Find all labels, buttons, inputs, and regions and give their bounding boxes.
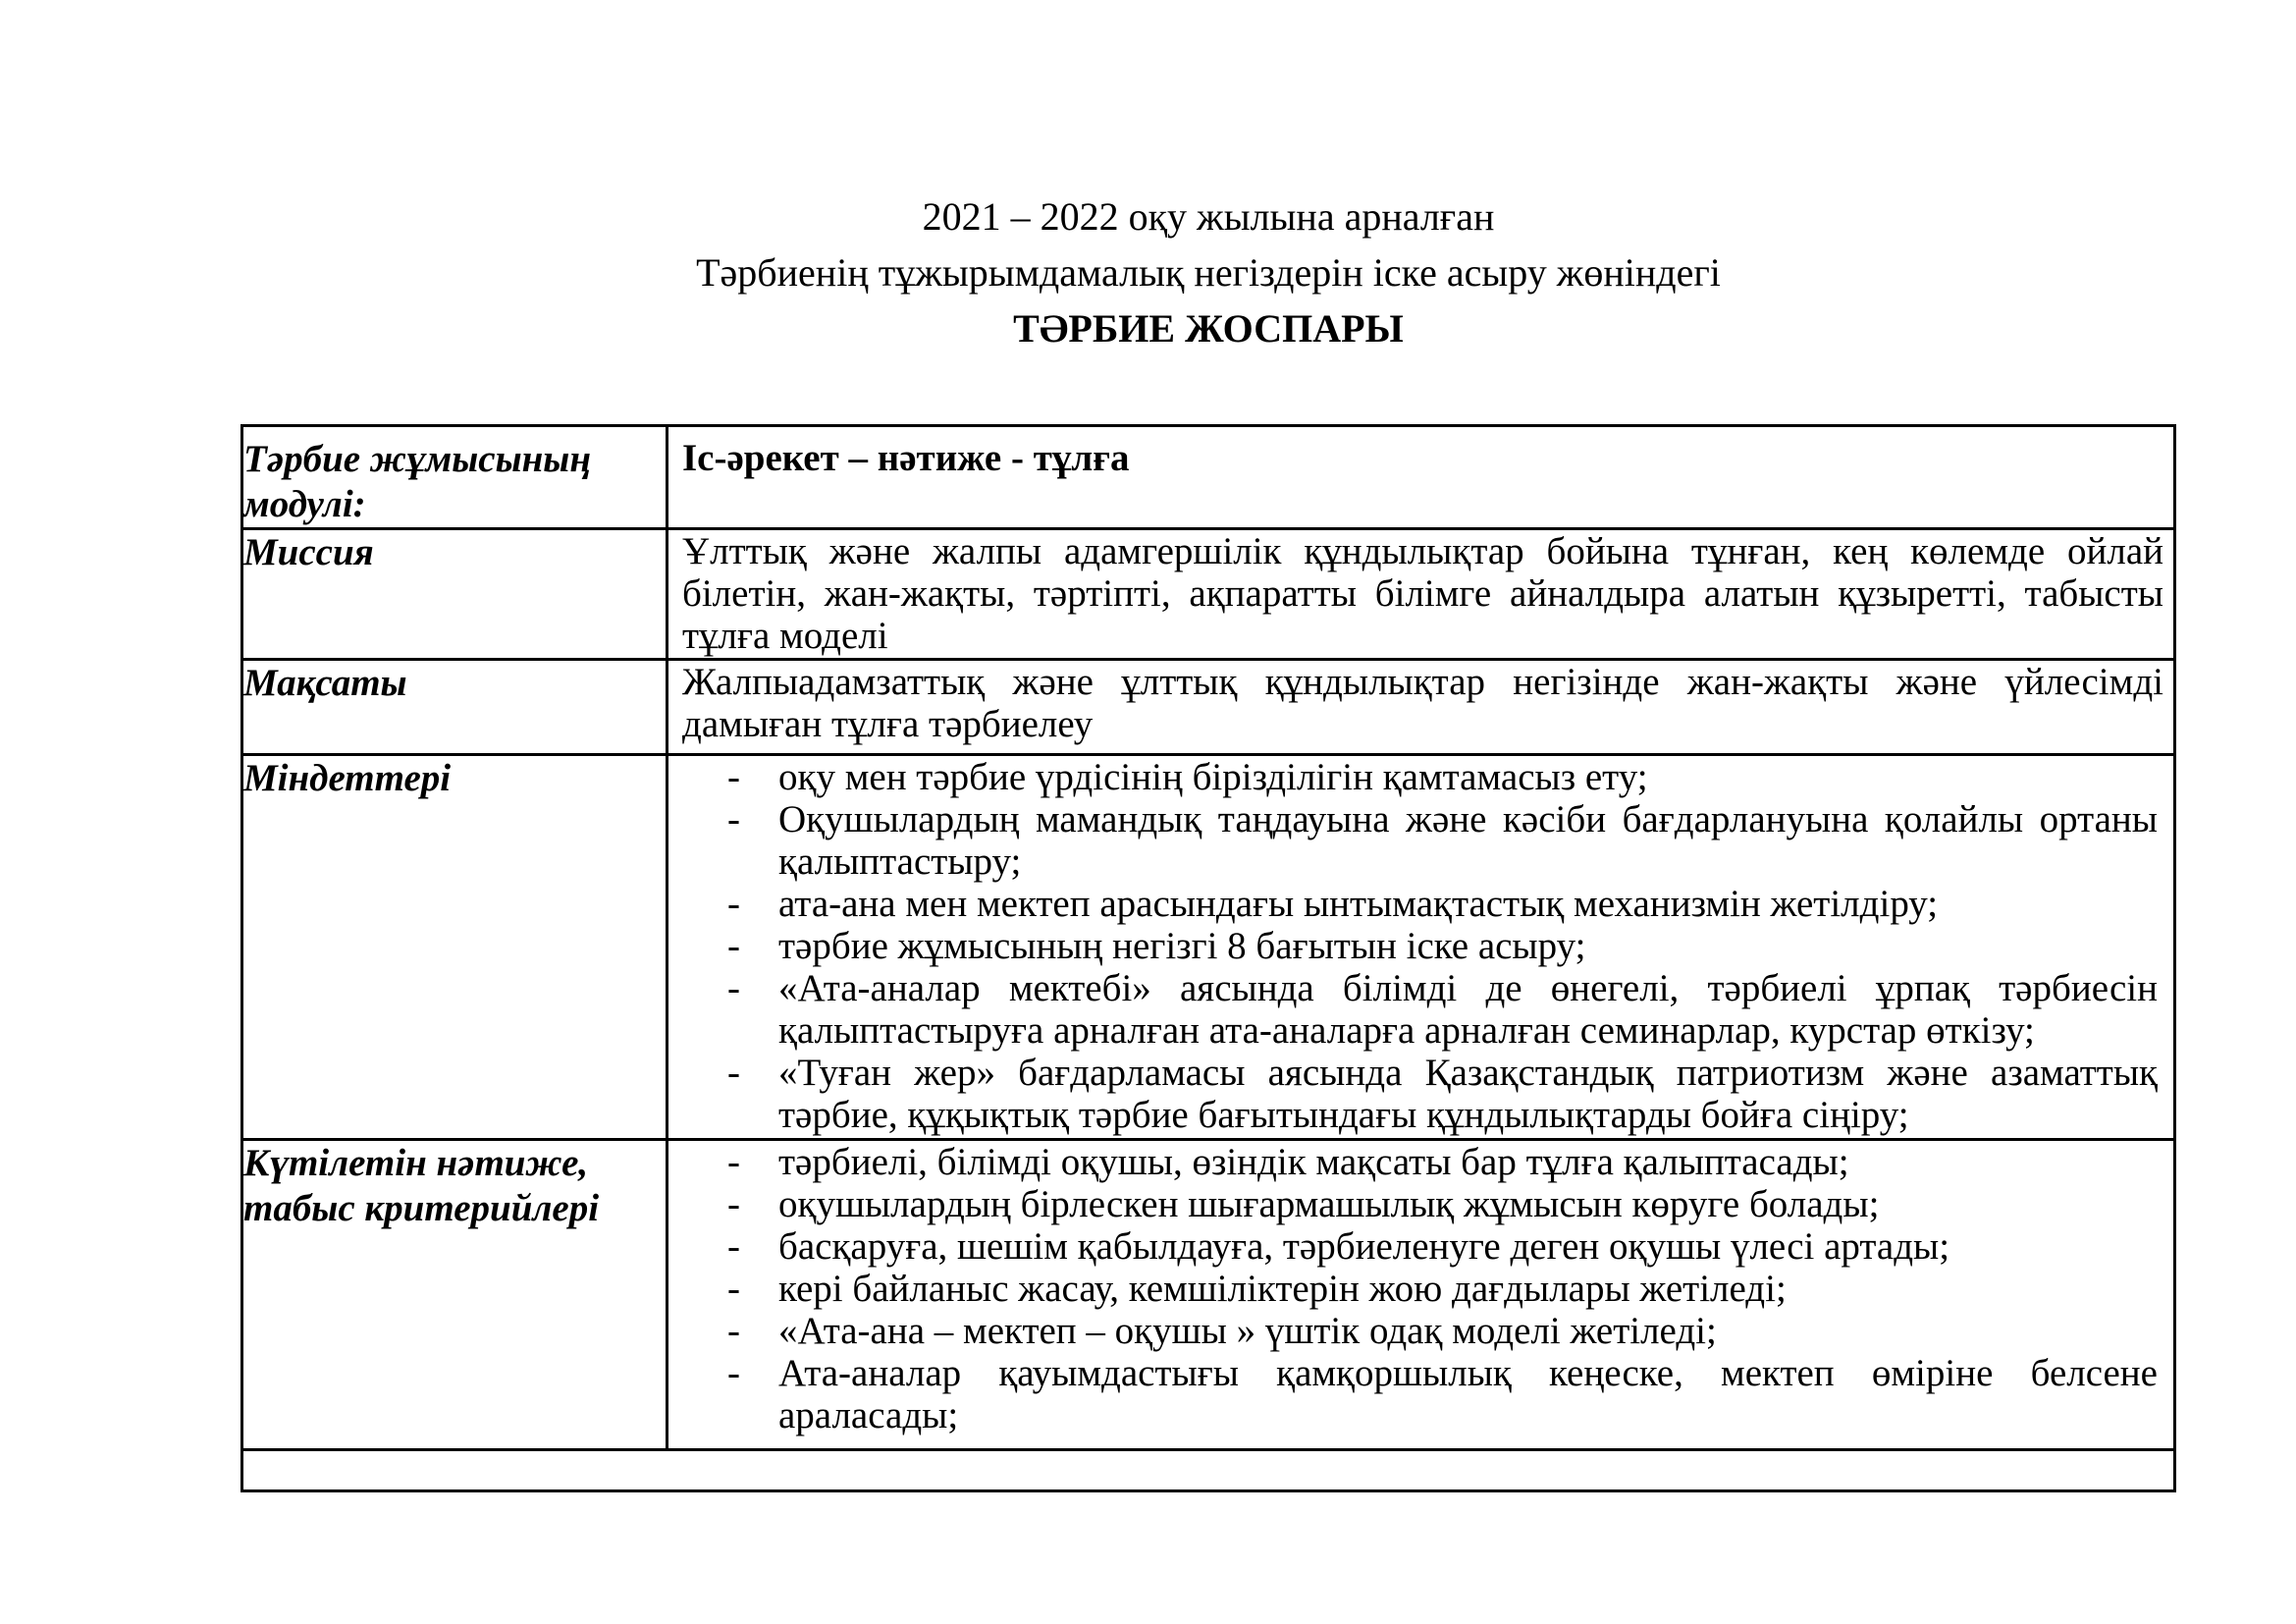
table-row-expected-results <box>242 1140 2175 1450</box>
list-dash-marker: - <box>727 1052 740 1094</box>
module-header-value: Іс-әрекет – нәтиже - тұлға <box>682 437 1130 479</box>
list-item-text: Ата-аналар қауымдастығы қамқоршылық кеңеске, мектеп өміріне белсене араласады; <box>778 1352 2158 1436</box>
list-item <box>668 798 2173 883</box>
list-dash-marker: - <box>727 1183 740 1225</box>
tasks-label-cell: Міндеттері <box>242 755 667 1140</box>
list-dash-marker: - <box>727 1268 740 1310</box>
expected-results-list-cell <box>667 1140 2175 1450</box>
list-item <box>668 1268 2173 1310</box>
list-dash-marker: - <box>727 925 740 967</box>
list-item-text: тәрбиелі, білімді оқушы, өзіндік мақсаты бар тұлға қалыптасады; <box>778 1141 1849 1183</box>
empty-row-cell <box>242 1450 2175 1491</box>
list-item-text: басқаруға, шешім қабылдауға, тәрбиеленуге деген оқушы үлесі артады; <box>778 1225 1950 1268</box>
list-item-text: Оқушылардың мамандық таңдауына және кәсіби бағдарлануына қолайлы ортаны қалыптастыру; <box>778 798 2158 883</box>
table-row-tasks <box>242 755 2175 1140</box>
list-dash-marker: - <box>727 798 740 840</box>
list-dash-marker: - <box>727 756 740 798</box>
title-subtitle-line: Тәрбиенің тұжырымдамалық негіздерін іске асыру жөніндегі <box>696 250 1721 295</box>
list-dash-marker: - <box>727 1310 740 1352</box>
list-item-text: тәрбие жұмысының негізгі 8 бағытын іске асыру; <box>778 925 1586 967</box>
document-title-block <box>240 189 2176 356</box>
mission-text: Ұлттық және жалпы адамгершілік құндылықтар бойына тұнған, кең көлемде ойлай білетін, жан-жақты, тәртіпті, ақпаратты білімге айналдыра алатын құзыретті, табысты тұлға моделі <box>682 530 2163 657</box>
list-item-text: «Туған жер» бағдарламасы аясында Қазақстандық патриотизм және азаматтық тәрбие, құқықтық тәрбие бағытындағы құндылықтарды бойға сіңіру; <box>778 1052 2158 1136</box>
table-row-mission <box>242 529 2175 660</box>
list-item <box>668 1183 2173 1225</box>
list-item-text: оқу мен тәрбие үрдісінің бірізділігін қамтамасыз ету; <box>778 756 1648 798</box>
table-row-empty <box>242 1450 2175 1491</box>
list-item <box>668 967 2173 1052</box>
list-dash-marker: - <box>727 967 740 1009</box>
table-row-goal <box>242 660 2175 755</box>
list-item-text: ата-ана мен мектеп арасындағы ынтымақтастық механизмін жетілдіру; <box>778 883 1939 925</box>
list-item <box>668 756 2173 798</box>
list-item-text: «Ата-аналар мектебі» аясында білімді де өнегелі, тәрбиелі ұрпақ тәрбиесін қалыптастыруға арналған ата-аналарға арналған семинарлар, курстар өткізу; <box>778 967 2158 1052</box>
goal-text: Жалпыадамзаттық және ұлттық құндылықтар негізінде жан-жақты және үйлесімді дамыған тұлға тәрбиелеу <box>682 661 2163 745</box>
list-item-text: кері байланыс жасау, кемшіліктерін жою дағдылары жетіледі; <box>778 1268 1787 1310</box>
title-year-line: 2021 – 2022 оқу жылына арналған <box>922 194 1495 239</box>
list-item-text: «Ата-ана – мектеп – оқушы » үштік одақ моделі жетіледі; <box>778 1310 1717 1352</box>
table-row-module-header <box>242 426 2175 529</box>
tasks-list-cell <box>667 755 2175 1140</box>
module-header-label-cell: Тәрбие жұмысының модулі: <box>242 426 667 529</box>
list-dash-marker: - <box>727 1225 740 1268</box>
goal-label-cell: Мақсаты <box>242 660 667 755</box>
list-item <box>668 925 2173 967</box>
list-item <box>668 1310 2173 1352</box>
list-item <box>668 1052 2173 1136</box>
list-dash-marker: - <box>727 1141 740 1183</box>
list-dash-marker: - <box>727 883 740 925</box>
list-item-text: оқушылардың бірлескен шығармашылық жұмысын көруге болады; <box>778 1183 1880 1225</box>
list-item <box>668 1141 2173 1183</box>
list-dash-marker: - <box>727 1352 740 1394</box>
mission-label-cell: Миссия <box>242 529 667 660</box>
title-main-line: ТӘРБИЕ ЖОСПАРЫ <box>1013 306 1404 351</box>
expected-results-label-cell: Күтілетін нәтиже, табыс критерийлері <box>242 1140 667 1450</box>
list-item <box>668 883 2173 925</box>
plan-table <box>240 424 2176 1492</box>
list-item <box>668 1225 2173 1268</box>
list-item <box>668 1352 2173 1436</box>
